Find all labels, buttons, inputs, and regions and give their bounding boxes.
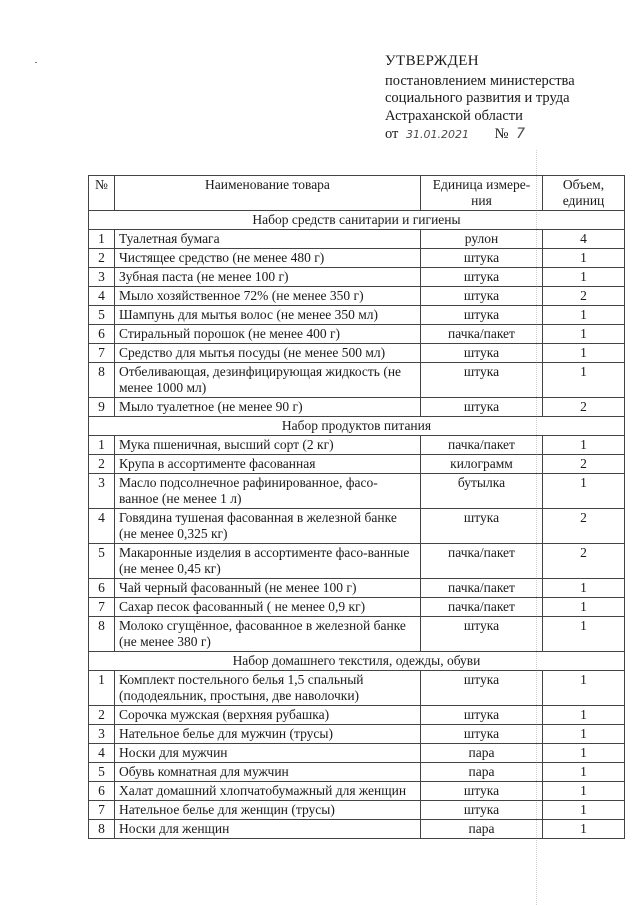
item-name: Мыло туалетное (не менее 90 г) <box>115 398 421 417</box>
row-number: 9 <box>89 398 115 417</box>
header-num: № <box>89 176 115 211</box>
table-row <box>89 763 625 782</box>
item-quantity: 2 <box>543 455 625 474</box>
section-row <box>89 417 625 436</box>
item-unit: штука <box>421 398 543 417</box>
table-row <box>89 671 625 706</box>
row-number: 8 <box>89 820 115 839</box>
item-quantity: 2 <box>543 287 625 306</box>
item-quantity: 1 <box>543 325 625 344</box>
item-unit: штука <box>421 725 543 744</box>
item-unit: пара <box>421 820 543 839</box>
item-name: Зубная паста (не менее 100 г) <box>115 268 421 287</box>
row-number: 7 <box>89 344 115 363</box>
number-label: № <box>494 126 509 142</box>
table-row <box>89 617 625 652</box>
table-row <box>89 579 625 598</box>
item-quantity: 1 <box>543 706 625 725</box>
item-quantity: 4 <box>543 230 625 249</box>
item-quantity: 1 <box>543 344 625 363</box>
item-name: Носки для мужчин <box>115 744 421 763</box>
item-quantity: 1 <box>543 436 625 455</box>
item-unit: пара <box>421 763 543 782</box>
item-unit: пачка/пакет <box>421 325 543 344</box>
table-row <box>89 344 625 363</box>
table-row <box>89 544 625 579</box>
item-name: Чай черный фасованный (не менее 100 г) <box>115 579 421 598</box>
item-unit: штука <box>421 344 543 363</box>
row-number: 5 <box>89 544 115 579</box>
items-table <box>88 175 625 839</box>
row-number: 3 <box>89 725 115 744</box>
item-name: Нательное белье для женщин (трусы) <box>115 801 421 820</box>
item-unit: бутылка <box>421 474 543 509</box>
row-number: 8 <box>89 363 115 398</box>
table-row <box>89 230 625 249</box>
approval-line-3: Астраханской области <box>385 107 523 124</box>
item-name: Молоко сгущённое, фасованное в железной банке (не менее 380 г) <box>115 617 421 652</box>
row-number: 5 <box>89 306 115 325</box>
table-row <box>89 363 625 398</box>
row-number: 2 <box>89 455 115 474</box>
item-name: Крупа в ассортименте фасованная <box>115 455 421 474</box>
item-quantity: 1 <box>543 725 625 744</box>
item-unit: штука <box>421 617 543 652</box>
row-number: 3 <box>89 474 115 509</box>
section-row <box>89 652 625 671</box>
approval-date-number-line <box>385 126 635 144</box>
item-quantity: 1 <box>543 801 625 820</box>
item-quantity: 1 <box>543 744 625 763</box>
item-unit: килограмм <box>421 455 543 474</box>
item-quantity: 1 <box>543 820 625 839</box>
table-row <box>89 744 625 763</box>
item-quantity: 1 <box>543 598 625 617</box>
item-quantity: 1 <box>543 249 625 268</box>
item-unit: штука <box>421 306 543 325</box>
item-name: Масло подсолнечное рафинированное, фасо-ванное (не менее 1 л) <box>115 474 421 509</box>
item-unit: пачка/пакет <box>421 436 543 455</box>
row-number: 3 <box>89 268 115 287</box>
item-unit: штука <box>421 249 543 268</box>
row-number: 1 <box>89 671 115 706</box>
item-quantity: 1 <box>543 671 625 706</box>
table-row <box>89 398 625 417</box>
item-unit: штука <box>421 706 543 725</box>
table-row <box>89 598 625 617</box>
table-row <box>89 455 625 474</box>
item-unit: пачка/пакет <box>421 598 543 617</box>
table-row <box>89 268 625 287</box>
item-name: Обувь комнатная для мужчин <box>115 763 421 782</box>
item-unit: штука <box>421 363 543 398</box>
item-unit: штука <box>421 801 543 820</box>
item-name: Сахар песок фасованный ( не менее 0,9 кг) <box>115 598 421 617</box>
item-unit: пачка/пакет <box>421 579 543 598</box>
item-unit: штука <box>421 268 543 287</box>
item-name: Комплект постельного белья 1,5 спальный (пододеяльник, простыня, две наволочки) <box>115 671 421 706</box>
item-quantity: 1 <box>543 763 625 782</box>
item-unit: штука <box>421 287 543 306</box>
row-number: 4 <box>89 744 115 763</box>
item-unit: рулон <box>421 230 543 249</box>
table-row <box>89 287 625 306</box>
item-name: Средство для мытья посуды (не менее 500 мл) <box>115 344 421 363</box>
item-name: Чистящее средство (не менее 480 г) <box>115 249 421 268</box>
approval-line-1: постановлением министерства <box>385 72 575 89</box>
item-quantity: 1 <box>543 363 625 398</box>
table-row <box>89 306 625 325</box>
item-name: Мука пшеничная, высший сорт (2 кг) <box>115 436 421 455</box>
row-number: 8 <box>89 617 115 652</box>
table-row <box>89 820 625 839</box>
item-unit: пачка/пакет <box>421 544 543 579</box>
table-header-row <box>89 176 625 211</box>
item-unit: штука <box>421 671 543 706</box>
row-number: 4 <box>89 509 115 544</box>
row-number: 1 <box>89 230 115 249</box>
item-quantity: 1 <box>543 579 625 598</box>
table-row <box>89 801 625 820</box>
section-title: Набор средств санитарии и гигиены <box>89 211 625 230</box>
item-unit: пара <box>421 744 543 763</box>
from-label: от <box>385 126 399 142</box>
item-name: Туалетная бумага <box>115 230 421 249</box>
item-quantity: 1 <box>543 617 625 652</box>
items-table-body <box>89 211 625 839</box>
item-unit: штука <box>421 782 543 801</box>
table-row <box>89 725 625 744</box>
item-name: Макаронные изделия в ассортименте фасо-ванные (не менее 0,45 кг) <box>115 544 421 579</box>
row-number: 7 <box>89 598 115 617</box>
table-row <box>89 706 625 725</box>
item-quantity: 1 <box>543 782 625 801</box>
row-number: 6 <box>89 579 115 598</box>
row-number: 2 <box>89 249 115 268</box>
row-number: 5 <box>89 763 115 782</box>
approval-heading: УТВЕРЖДЕН <box>385 53 480 69</box>
item-quantity: 2 <box>543 398 625 417</box>
item-quantity: 2 <box>543 544 625 579</box>
table-row <box>89 436 625 455</box>
item-name: Отбеливающая, дезинфицирующая жидкость (не менее 1000 мл) <box>115 363 421 398</box>
item-quantity: 1 <box>543 306 625 325</box>
header-name: Наименование товара <box>115 176 421 211</box>
table-row <box>89 325 625 344</box>
row-number: 6 <box>89 325 115 344</box>
section-row <box>89 211 625 230</box>
item-quantity: 1 <box>543 268 625 287</box>
item-name: Сорочка мужская (верхняя рубашка) <box>115 706 421 725</box>
item-quantity: 2 <box>543 509 625 544</box>
row-number: 4 <box>89 287 115 306</box>
item-name: Нательное белье для мужчин (трусы) <box>115 725 421 744</box>
table-row <box>89 474 625 509</box>
row-number: 6 <box>89 782 115 801</box>
scan-speck <box>35 62 37 63</box>
item-unit: штука <box>421 509 543 544</box>
header-qty: Объем, единиц <box>543 176 625 211</box>
item-quantity: 1 <box>543 474 625 509</box>
handwritten-number: 7 <box>516 126 526 142</box>
item-name: Говядина тушеная фасованная в железной банке (не менее 0,325 кг) <box>115 509 421 544</box>
approval-block <box>385 53 635 144</box>
item-name: Халат домашний хлопчатобумажный для женщин <box>115 782 421 801</box>
table-row <box>89 249 625 268</box>
row-number: 2 <box>89 706 115 725</box>
table-row <box>89 782 625 801</box>
row-number: 7 <box>89 801 115 820</box>
item-name: Шампунь для мытья волос (не менее 350 мл) <box>115 306 421 325</box>
table-row <box>89 509 625 544</box>
section-title: Набор продуктов питания <box>89 417 625 436</box>
item-name: Носки для женщин <box>115 820 421 839</box>
handwritten-date: 31.01.2021 <box>406 128 470 141</box>
approval-line-2: социального развития и труда <box>385 90 570 106</box>
row-number: 1 <box>89 436 115 455</box>
header-unit: Единица измере-ния <box>421 176 543 211</box>
item-name: Стиральный порошок (не менее 400 г) <box>115 325 421 344</box>
item-name: Мыло хозяйственное 72% (не менее 350 г) <box>115 287 421 306</box>
section-title: Набор домашнего текстиля, одежды, обуви <box>89 652 625 671</box>
